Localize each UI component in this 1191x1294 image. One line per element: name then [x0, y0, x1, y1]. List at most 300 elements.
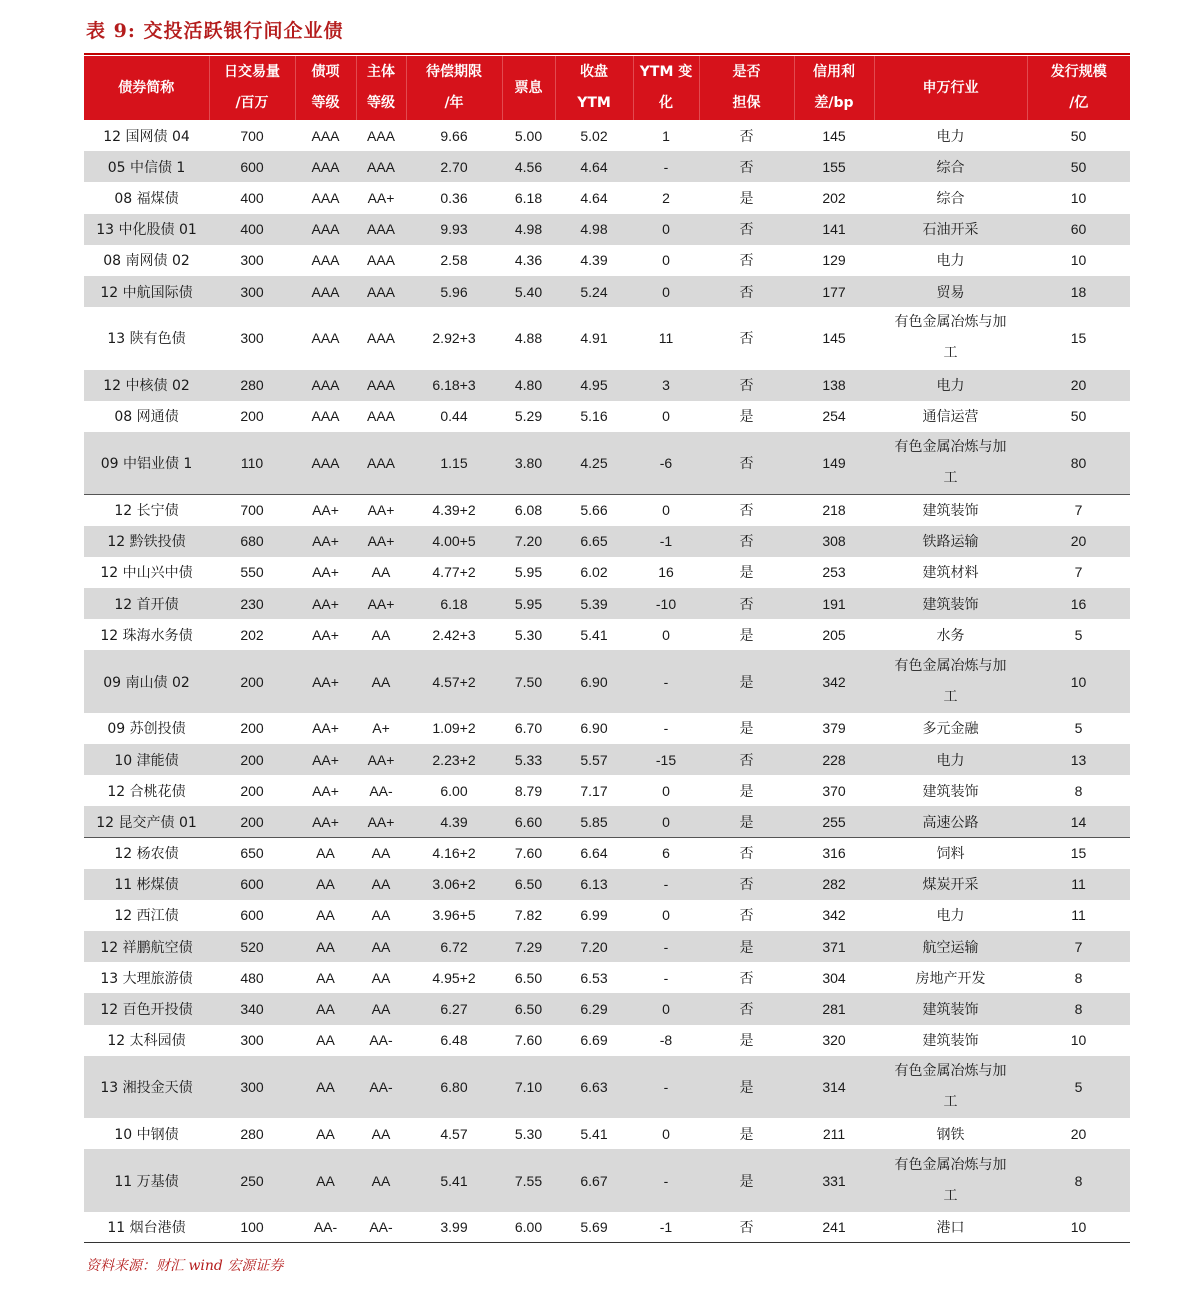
- table-cell: AA+: [295, 744, 356, 775]
- table-cell: 191: [794, 588, 874, 619]
- table-cell: 3: [633, 370, 699, 401]
- table-cell: 13 中化股债 01: [84, 214, 209, 245]
- table-cell: 5.41: [406, 1149, 502, 1211]
- table-row: [84, 993, 1130, 1024]
- table-cell: 是: [739, 1126, 754, 1143]
- column-header: [209, 56, 295, 120]
- table-cell: 10: [1070, 1032, 1087, 1049]
- table-cell: 155: [794, 151, 874, 182]
- table-cell: 建筑装饰: [922, 1033, 979, 1050]
- table-cell: AA-: [369, 1032, 393, 1049]
- table-cell: 4.16+2: [432, 845, 476, 862]
- column-header-line: YTM 变: [639, 64, 693, 80]
- table-cell: AA: [316, 1125, 335, 1142]
- table-cell: -: [663, 969, 669, 986]
- table-cell: 16: [1027, 588, 1130, 619]
- table-row: [84, 806, 1130, 837]
- table-cell: 300: [240, 252, 264, 269]
- table-cell: 0: [633, 993, 699, 1024]
- table-cell: 4.95+2: [432, 969, 476, 986]
- table-cell: 4.91: [580, 330, 608, 347]
- table-cell: 高速公路: [874, 806, 1027, 837]
- table-cell: 7.82: [514, 907, 543, 924]
- table-row: [84, 962, 1130, 993]
- table-cell: 200: [240, 408, 264, 425]
- table-cell: 3.96+5: [432, 907, 476, 924]
- table-cell: 340: [209, 993, 295, 1024]
- table-row: [84, 744, 1130, 775]
- table-cell: 6.67: [555, 1149, 633, 1211]
- table-cell: 否: [699, 1212, 794, 1243]
- column-header: [633, 56, 699, 120]
- table-cell: 通信运营: [922, 409, 979, 426]
- table-cell: 7.20: [502, 526, 555, 557]
- table-cell: 是: [739, 1033, 754, 1050]
- table-cell: 2.42+3: [432, 626, 476, 643]
- table-cell: 6.08: [514, 502, 543, 519]
- table-cell: 建筑装饰: [922, 783, 979, 800]
- table-cell: 否: [739, 331, 754, 348]
- table-row: [84, 931, 1130, 962]
- table-cell: 石油开采: [874, 214, 1027, 245]
- table-cell: 7.60: [514, 845, 543, 862]
- column-header: [699, 56, 794, 120]
- table-cell: 50: [1027, 151, 1130, 182]
- table-cell: -: [633, 151, 699, 182]
- table-cell: 5: [1027, 1056, 1130, 1118]
- table-row: [84, 182, 1130, 213]
- table-cell: 08 网通债: [114, 409, 179, 426]
- table-cell: 680: [209, 526, 295, 557]
- table-cell: 9.66: [440, 127, 468, 144]
- table-cell: 255: [794, 806, 874, 837]
- table-cell: 7: [1074, 502, 1083, 519]
- table-cell: 4.98: [502, 214, 555, 245]
- table-cell: 8: [1027, 1149, 1130, 1211]
- table-cell: -1: [633, 1212, 699, 1243]
- table-cell: AA: [316, 1032, 335, 1049]
- table-cell: 是: [699, 806, 794, 837]
- table-cell: 12 西江债: [114, 908, 179, 925]
- table-cell: AA+: [312, 502, 339, 519]
- table-cell: 205: [822, 626, 846, 643]
- table-cell: 314: [794, 1056, 874, 1118]
- table-cell: 138: [794, 370, 874, 401]
- table-cell: 是: [739, 627, 754, 644]
- table-cell: -10: [633, 588, 699, 619]
- table-cell: 700: [240, 127, 264, 144]
- table-cell: 6.50: [502, 993, 555, 1024]
- column-header: [555, 56, 633, 120]
- table-cell: 否: [699, 432, 794, 495]
- column-header-line: /年: [444, 95, 464, 111]
- table-cell: AAA: [366, 252, 395, 269]
- table-cell: 6.64: [580, 845, 608, 862]
- table-cell: AA+: [356, 526, 406, 557]
- table-cell: 5: [1074, 626, 1083, 643]
- table-cell: -: [633, 650, 699, 712]
- table-cell: 12 太科园债: [107, 1033, 186, 1050]
- table-cell: 320: [822, 1032, 846, 1049]
- table-cell: AA: [295, 931, 356, 962]
- table-cell: 6.65: [555, 526, 633, 557]
- table-cell: 5.85: [555, 806, 633, 837]
- table-cell: 否: [739, 503, 754, 520]
- column-header-line: YTM: [577, 95, 611, 111]
- column-header-line: 债券简称: [118, 79, 175, 96]
- column-header-line: 担保: [732, 95, 761, 111]
- table-cell: 5.41: [580, 1125, 608, 1142]
- table-cell: 0: [662, 907, 670, 924]
- table-row: [84, 1118, 1130, 1149]
- table-cell: 8: [1074, 969, 1083, 986]
- table-cell: 11 烟台港债: [84, 1212, 209, 1243]
- table-header: [84, 56, 1130, 120]
- table-cell: 6.29: [555, 993, 633, 1024]
- table-cell: 铁路运输: [874, 526, 1027, 557]
- table-cell: AA+: [367, 189, 395, 206]
- table-cell: 5.02: [580, 127, 608, 144]
- table-cell: 200: [240, 782, 264, 799]
- table-cell: 0.36: [440, 189, 468, 206]
- table-cell: 6.99: [580, 907, 608, 924]
- table-cell: 10 津能债: [84, 744, 209, 775]
- table-cell: AA: [356, 1149, 406, 1211]
- table-cell: 有色金属冶炼与加工: [874, 650, 1027, 712]
- table-row: [84, 245, 1130, 276]
- table-cell: 电力: [936, 253, 965, 270]
- table-cell: 10: [1070, 189, 1087, 206]
- table-cell: 342: [822, 907, 846, 924]
- table-cell: 300: [240, 1032, 264, 1049]
- table-cell: 650: [240, 845, 264, 862]
- table-row: [84, 307, 1130, 369]
- table-cell: 6.18: [406, 588, 502, 619]
- table-cell: 11: [1071, 907, 1086, 924]
- table-cell: 7.20: [555, 931, 633, 962]
- column-header: [1027, 56, 1130, 120]
- table-cell: 5.57: [555, 744, 633, 775]
- table-row: [84, 276, 1130, 307]
- table-cell: 5.30: [514, 626, 543, 643]
- table-cell: AAA: [356, 370, 406, 401]
- table-cell: 12 昆交产债 01: [84, 806, 209, 837]
- table-cell: 5.41: [580, 626, 608, 643]
- table-cell: 水务: [936, 627, 965, 644]
- table-cell: 6.80: [406, 1056, 502, 1118]
- table-cell: 5.00: [514, 127, 543, 144]
- table-cell: AA+: [312, 720, 339, 737]
- table-cell: AA+: [356, 806, 406, 837]
- table-cell: 1.09+2: [432, 720, 476, 737]
- table-cell: 否: [699, 526, 794, 557]
- table-cell: 5.66: [580, 502, 608, 519]
- table-cell: AA: [356, 869, 406, 900]
- table-cell: 综合: [874, 151, 1027, 182]
- column-header-line: 等级: [311, 95, 340, 111]
- table-cell: AA-: [356, 1212, 406, 1243]
- table-cell: 电力: [936, 908, 965, 925]
- column-header-line: 日交易量: [224, 64, 280, 80]
- table-cell: 0: [633, 806, 699, 837]
- table-cell: 5.16: [580, 408, 608, 425]
- table-cell: 6.00: [502, 1212, 555, 1243]
- table-cell: -: [633, 931, 699, 962]
- table-cell: 0: [633, 214, 699, 245]
- table-row: [84, 588, 1130, 619]
- table-cell: 11 万基债: [84, 1149, 209, 1211]
- table-cell: 是: [739, 783, 754, 800]
- table-cell: 200: [209, 650, 295, 712]
- table-cell: AA+: [312, 782, 339, 799]
- table-cell: 4.98: [555, 214, 633, 245]
- table-cell: 550: [240, 564, 264, 581]
- table-cell: AA+: [312, 564, 339, 581]
- column-header-line: 主体: [367, 64, 395, 80]
- table-cell: 是: [699, 1149, 794, 1211]
- table-cell: 700: [240, 502, 264, 519]
- column-header-line: /百万: [235, 95, 269, 111]
- table-cell: 8: [1027, 993, 1130, 1024]
- table-cell: AA+: [295, 588, 356, 619]
- table-cell: AAA: [295, 370, 356, 401]
- column-header-line: 票息: [514, 79, 543, 96]
- table-row: [84, 619, 1130, 650]
- table-cell: AA: [295, 869, 356, 900]
- table-cell: 有色金属冶炼与加工: [874, 1056, 1027, 1118]
- table-cell: 否: [739, 128, 754, 145]
- column-header-line: 信用利: [813, 64, 855, 80]
- table-cell: 6.02: [580, 564, 608, 581]
- table-cell: 50: [1070, 127, 1087, 144]
- table-cell: AA-: [369, 782, 393, 799]
- column-header-line: 差/bp: [814, 95, 854, 111]
- table-cell: -1: [633, 526, 699, 557]
- table-cell: 15: [1070, 845, 1087, 862]
- table-cell: AA: [371, 907, 391, 924]
- table-cell: -15: [633, 744, 699, 775]
- table-cell: 是: [699, 650, 794, 712]
- table-cell: AAA: [356, 432, 406, 495]
- table-cell: 4.80: [502, 370, 555, 401]
- table-cell: 400: [209, 214, 295, 245]
- table-cell: AA: [295, 993, 356, 1024]
- table-cell: 有色金属冶炼与加工: [874, 1149, 1027, 1211]
- table-cell: 6.18: [514, 189, 543, 206]
- table-cell: AA-: [295, 1212, 356, 1243]
- table-cell: 20: [1070, 1125, 1087, 1142]
- table-cell: 60: [1027, 214, 1130, 245]
- table-cell: 145: [822, 330, 846, 347]
- table-cell: 11 彬煤债: [84, 869, 209, 900]
- table-row: [84, 526, 1130, 557]
- table-cell: 250: [209, 1149, 295, 1211]
- table-cell: AA+: [356, 744, 406, 775]
- table-cell: 4.56: [502, 151, 555, 182]
- bond-table: [84, 56, 1130, 1243]
- table-cell: 7.29: [502, 931, 555, 962]
- table-cell: 6.72: [406, 931, 502, 962]
- table-cell: 5.30: [514, 1125, 543, 1142]
- table-cell: AAA: [311, 127, 340, 144]
- table-cell: 280: [240, 1125, 264, 1142]
- table-cell: 4.39: [406, 806, 502, 837]
- table-cell: 建筑材料: [922, 565, 979, 582]
- table-cell: 8.79: [514, 782, 543, 799]
- table-cell: 13 陕有色债: [107, 331, 186, 348]
- table-cell: 9.93: [406, 214, 502, 245]
- table-cell: 电力: [874, 744, 1027, 775]
- table-row: [84, 650, 1130, 712]
- table-cell: 09 南山债 02: [84, 650, 209, 712]
- table-cell: 600: [209, 869, 295, 900]
- table-cell: 342: [794, 650, 874, 712]
- table-cell: 是: [739, 565, 754, 582]
- table-cell: AA: [316, 969, 335, 986]
- table-cell: 0: [662, 782, 670, 799]
- column-header: [794, 56, 874, 120]
- table-cell: 是: [699, 931, 794, 962]
- table-cell: AAA: [295, 151, 356, 182]
- table-cell: AAA: [295, 276, 356, 307]
- table-cell: 7: [1027, 931, 1130, 962]
- table-cell: 6: [662, 845, 670, 862]
- table-cell: 2.58: [440, 252, 468, 269]
- column-header: [84, 56, 209, 120]
- table-cell: AAA: [366, 330, 395, 347]
- table-cell: AAA: [311, 189, 340, 206]
- table-cell: 600: [209, 151, 295, 182]
- table-cell: 4.64: [580, 189, 608, 206]
- table-cell: 5.29: [514, 408, 543, 425]
- table-cell: 港口: [874, 1212, 1027, 1243]
- table-cell: 4.88: [514, 330, 543, 347]
- table-cell: 4.64: [555, 151, 633, 182]
- table-cell: -: [633, 1149, 699, 1211]
- table-cell: 航空运输: [874, 931, 1027, 962]
- table-cell: 129: [822, 252, 846, 269]
- table-cell: 否: [699, 744, 794, 775]
- table-cell: -6: [633, 432, 699, 495]
- table-cell: 480: [240, 969, 264, 986]
- table-cell: 12 百色开投债: [84, 993, 209, 1024]
- table-cell: 建筑装饰: [874, 588, 1027, 619]
- table-cell: 13 大理旅游债: [100, 970, 193, 987]
- table-cell: AAA: [366, 127, 395, 144]
- table-cell: 7.60: [514, 1032, 543, 1049]
- table-cell: AA+: [295, 806, 356, 837]
- column-header: [502, 56, 555, 120]
- table-cell: 08 南网债 02: [103, 253, 190, 270]
- table-cell: 是: [739, 721, 754, 738]
- table-cell: 是: [739, 190, 754, 207]
- table-cell: 1: [662, 127, 670, 144]
- table-cell: 否: [699, 993, 794, 1024]
- table-cell: 80: [1027, 432, 1130, 495]
- table-row: [84, 494, 1130, 525]
- table-cell: 10 中钢债: [114, 1126, 179, 1143]
- table-cell: 379: [822, 720, 846, 737]
- table-row: [84, 1025, 1130, 1056]
- table-cell: 是: [699, 1056, 794, 1118]
- table-cell: 4.77+2: [432, 564, 476, 581]
- table-cell: 253: [822, 564, 846, 581]
- table-row: [84, 401, 1130, 432]
- table-cell: 05 中信债 1: [84, 151, 209, 182]
- table-body: [84, 120, 1130, 1243]
- table-cell: 13: [1027, 744, 1130, 775]
- table-cell: 建筑装饰: [874, 993, 1027, 1024]
- table-cell: 370: [822, 782, 846, 799]
- table-cell: 建筑装饰: [922, 503, 979, 520]
- table-cell: 4.39: [580, 252, 608, 269]
- column-header: [295, 56, 356, 120]
- table-cell: 6.90: [580, 720, 608, 737]
- table-cell: 12 黔铁投债: [84, 526, 209, 557]
- table-cell: 20: [1027, 526, 1130, 557]
- table-cell: 4.36: [514, 252, 543, 269]
- table-cell: 0.44: [440, 408, 468, 425]
- table-cell: 0: [662, 252, 670, 269]
- table-cell: AA+: [367, 502, 395, 519]
- column-header-line: 债项: [311, 64, 340, 80]
- table-cell: 282: [794, 869, 874, 900]
- table-cell: AA+: [312, 626, 339, 643]
- table-cell: 饲料: [936, 846, 965, 863]
- table-cell: 211: [822, 1125, 846, 1142]
- table-cell: 7.50: [502, 650, 555, 712]
- table-cell: 177: [794, 276, 874, 307]
- table-cell: 7.55: [502, 1149, 555, 1211]
- table-cell: 08 福煤债: [114, 190, 179, 207]
- table-cell: 6.60: [502, 806, 555, 837]
- column-header-line: 收盘: [580, 64, 608, 80]
- table-cell: 12 杨农债: [114, 846, 179, 863]
- table-cell: 2: [662, 189, 670, 206]
- table-row: [84, 1056, 1130, 1118]
- table-cell: AA: [316, 907, 335, 924]
- table-cell: 300: [209, 1056, 295, 1118]
- table-cell: 房地产开发: [915, 970, 986, 987]
- table-cell: 230: [209, 588, 295, 619]
- table-cell: 12 首开债: [84, 588, 209, 619]
- table-cell: 2.92+3: [432, 330, 476, 347]
- table-cell: 304: [822, 969, 846, 986]
- table-cell: AA: [371, 626, 391, 643]
- table-cell: AAA: [295, 214, 356, 245]
- table-row: [84, 151, 1130, 182]
- column-header-line: 申万行业: [922, 79, 979, 96]
- table-cell: 20: [1027, 370, 1130, 401]
- table-cell: 09 中铝业债 1: [84, 432, 209, 495]
- table-cell: 否: [739, 253, 754, 270]
- table-row: [84, 1212, 1130, 1243]
- table-cell: 6.27: [406, 993, 502, 1024]
- table-cell: 12 中核债 02: [84, 370, 209, 401]
- table-cell: 钢铁: [936, 1126, 965, 1143]
- table-cell: 7.17: [580, 782, 608, 799]
- column-header: [356, 56, 406, 120]
- table-cell: 6.63: [555, 1056, 633, 1118]
- table-cell: 15: [1070, 330, 1087, 347]
- table-cell: 3.80: [502, 432, 555, 495]
- table-cell: AA: [371, 564, 391, 581]
- table-cell: 14: [1027, 806, 1130, 837]
- table-cell: 12 合桃花债: [107, 783, 186, 800]
- table-cell: 6.69: [580, 1032, 608, 1049]
- table-cell: 否: [699, 588, 794, 619]
- table-cell: 0: [662, 502, 670, 519]
